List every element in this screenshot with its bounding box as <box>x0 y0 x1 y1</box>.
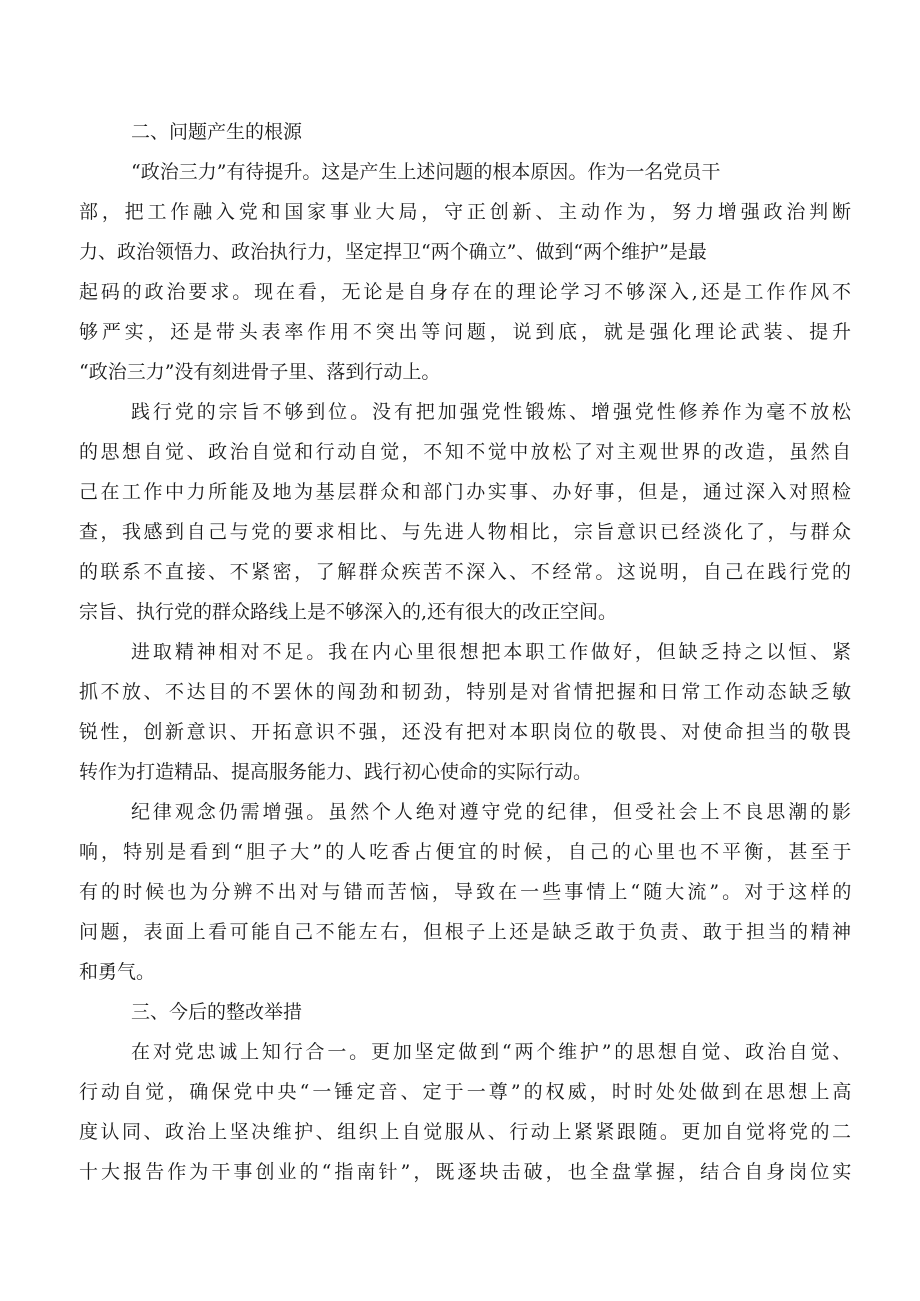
paragraph-line: 己在工作中力所能及地为基层群众和部门办实事、办好事，但是，通过深入对照检 <box>79 481 854 503</box>
paragraph-line: 在对党忠诚上知行合一。更加坚定做到“两个维护”的思想自觉、政治自觉、 <box>131 1041 855 1063</box>
paragraph-line: 抓不放、不达目的不罢休的闯劲和韧劲，特别是对省情把握和日常工作动态缺乏敏 <box>79 681 854 703</box>
paragraph-line: 践行党的宗旨不够到位。没有把加强党性锻炼、增强党性修养作为毫不放松 <box>131 401 854 423</box>
paragraph-line: “政治三力”没有刻进骨子里、落到行动上。 <box>79 361 441 383</box>
paragraph-line: 宗旨、执行党的群众路线上是不够深入的,还有很大的改正空间。 <box>79 601 618 623</box>
paragraph-line: 十大报告作为干事创业的“指南针”，既逐块击破，也全盘掌握，结合自身岗位实 <box>79 1161 855 1183</box>
paragraph-line: 转作为打造精品、提高服务能力、践行初心使命的实际行动。 <box>79 761 593 783</box>
paragraph-line: 问题，表面上看可能自己不能左右，但根子上还是缺乏敢于负责、敢于担当的精神 <box>79 921 854 943</box>
paragraph-line: 部，把工作融入党和国家事业大局，守正创新、主动作为，努力增强政治判断 <box>79 201 855 223</box>
paragraph-line: 够严实，还是带头表率作用不突出等问题，说到底，就是强化理论武装、提升 <box>79 321 855 343</box>
paragraph-line: 查，我感到自己与党的要求相比、与先进人物相比，宗旨意识已经淡化了，与群众 <box>79 521 854 543</box>
paragraph-line: 纪律观念仍需增强。虽然个人绝对遵守党的纪律，但受社会上不良思潮的影 <box>131 801 854 823</box>
paragraph-line: 响，特别是看到“胆子大”的人吃香占便宜的时候，自己的心里也不平衡，甚至于 <box>79 841 855 863</box>
paragraph-line: 有的时候也为分辨不出对与错而苦恼，导致在一些事情上“随大流”。对于这样的 <box>79 881 855 903</box>
paragraph-line: 度认同、政治上坚决维护、组织上自觉服从、行动上紧紧跟随。更加自觉将党的二 <box>79 1121 854 1143</box>
paragraph-line: “政治三力”有待提升。这是产生上述问题的根本原因。作为一名党员干 <box>131 161 721 183</box>
section-heading-2: 二、问题产生的根源 <box>131 121 303 143</box>
section-heading-3: 三、今后的整改举措 <box>131 1001 303 1023</box>
paragraph-line: 的联系不直接、不紧密，了解群众疾苦不深入、不经常。这说明，自己在践行党的 <box>79 561 854 583</box>
paragraph-line: 和勇气。 <box>79 961 156 983</box>
paragraph-line: 起码的政治要求。现在看，无论是自身存在的理论学习不够深入,还是工作作风不 <box>79 281 854 303</box>
paragraph-line: 锐性，创新意识、开拓意识不强，还没有把对本职岗位的敬畏、对使命担当的敬畏 <box>79 721 854 743</box>
paragraph-line: 力、政治领悟力、政治执行力，坚定捍卫“两个确立”、做到“两个维护”是最 <box>79 241 707 263</box>
paragraph-line: 的思想自觉、政治自觉和行动自觉，不知不觉中放松了对主观世界的改造，虽然自 <box>79 441 854 463</box>
paragraph-line: 进取精神相对不足。我在内心里很想把本职工作做好，但缺乏持之以恒、紧 <box>131 641 854 663</box>
paragraph-line: 行动自觉，确保党中央“一锤定音、定于一尊”的权威，时时处处做到在思想上高 <box>79 1081 855 1103</box>
